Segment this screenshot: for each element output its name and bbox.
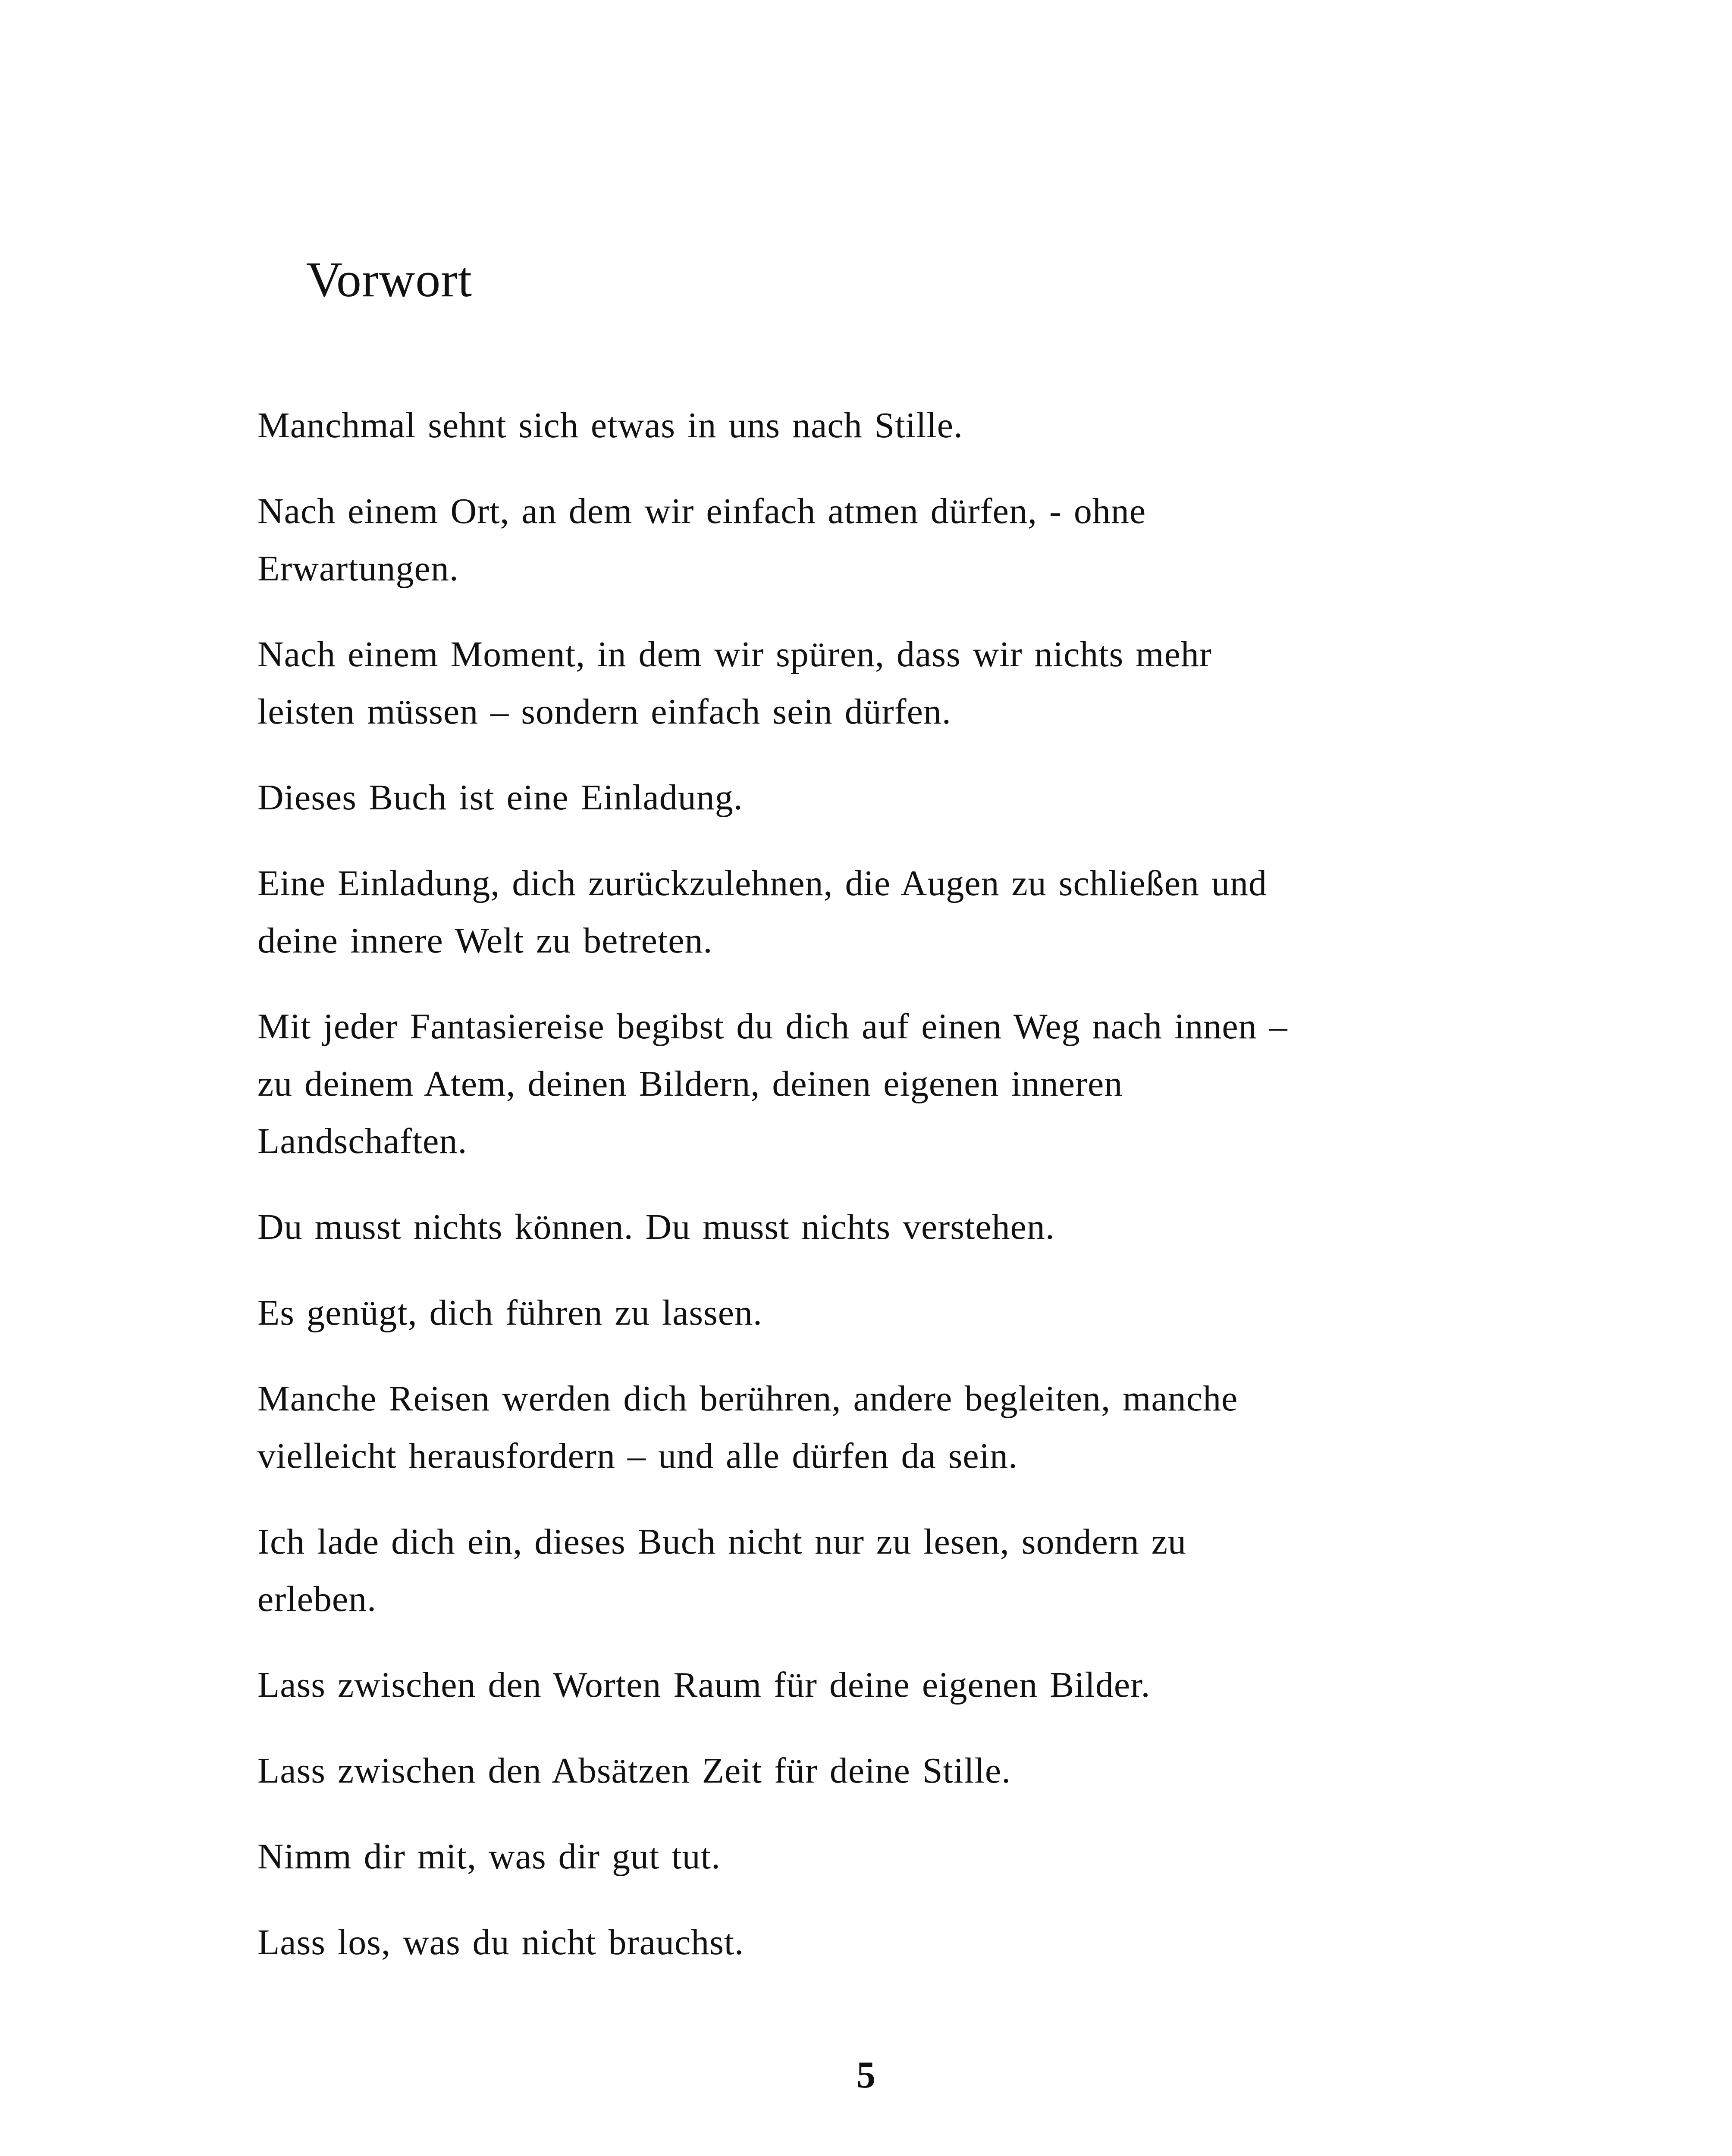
- paragraph: Du musst nichts können. Du musst nichts verstehen.: [257, 1207, 1055, 1247]
- paragraph: Lass zwischen den Absätzen Zeit für deine Stille.: [257, 1751, 1011, 1791]
- paragraph: Nimm dir mit, was dir gut tut.: [257, 1836, 721, 1877]
- paragraph: Nach einem Ort, an dem wir einfach atmen dürfen, - ohne Erwartungen.: [257, 491, 1146, 589]
- paragraph: Nach einem Moment, in dem wir spüren, dass wir nichts mehr leisten müssen – sondern einfach sein dürfen.: [257, 634, 1212, 732]
- paragraph: Dieses Buch ist eine Einladung.: [257, 777, 743, 818]
- paragraph: Eine Einladung, dich zurückzulehnen, die Augen zu schließen und deine innere Welt zu betreten.: [257, 863, 1267, 961]
- paragraph: Lass zwischen den Worten Raum für deine eigenen Bilder.: [257, 1665, 1151, 1705]
- paragraph: Mit jeder Fantasiereise begibst du dich auf einen Weg nach innen – zu deinem Atem, deinen Bildern, deinen eigenen inneren Landschaften.: [257, 1006, 1288, 1161]
- body-text: [257, 397, 1551, 1971]
- paragraph: Lass los, was du nicht brauchst.: [257, 1922, 744, 1962]
- paragraph: Ich lade dich ein, dieses Buch nicht nur zu lesen, sondern zu erleben.: [257, 1522, 1187, 1619]
- paragraph: Es genügt, dich führen zu lassen.: [257, 1293, 763, 1333]
- page-number: 5: [857, 2054, 875, 2096]
- paragraph: Manche Reisen werden dich berühren, andere begleiten, manche vielleicht herausfordern – und alle dürfen da sein.: [257, 1379, 1238, 1476]
- paragraph: Manchmal sehnt sich etwas in uns nach Stille.: [257, 405, 963, 445]
- page-heading: Vorwort: [306, 252, 473, 307]
